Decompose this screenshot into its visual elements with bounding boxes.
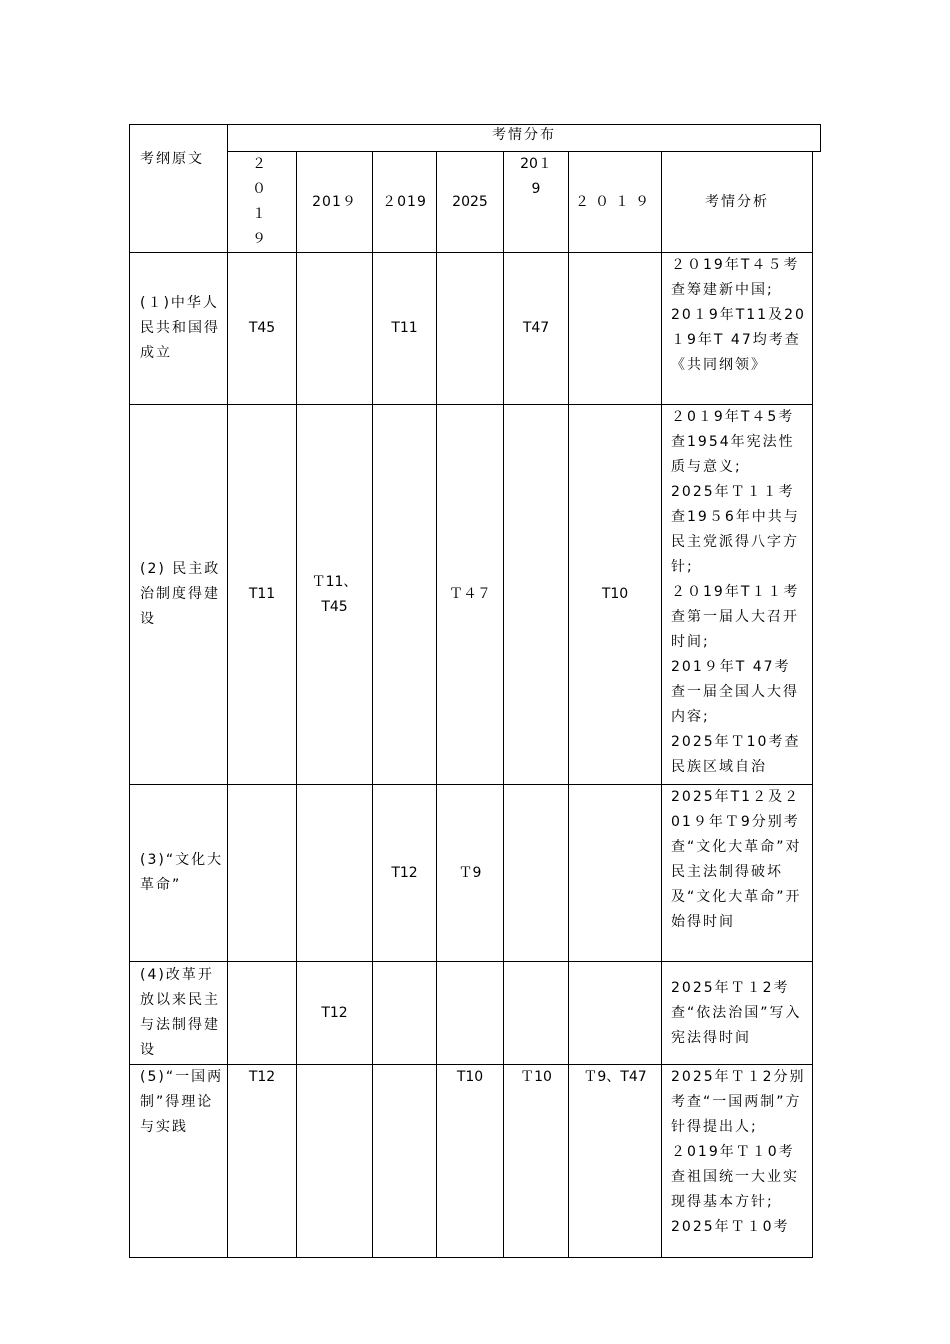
row-1-analysis	[662, 253, 813, 405]
header-year-2	[297, 152, 373, 253]
row-5-analysis-text: 2025年Ｔ１2分别考查“一国两制”方针得提出人; ２019年Ｔ１0考查祖国统一大业实现得基本方针; 2025年Ｔ１0考	[671, 1069, 806, 1235]
row-2-cell	[297, 405, 373, 785]
header-distribution	[228, 125, 821, 152]
row-1-cell-text: T47	[522, 320, 550, 336]
row-2-cell	[228, 405, 297, 785]
row-2-analysis	[662, 405, 813, 785]
row-3-cell	[228, 785, 297, 962]
row-2-cell-text: Ｔ11、T45	[311, 573, 358, 615]
row-1-cell	[297, 253, 373, 405]
row-3-cell	[297, 785, 373, 962]
header-row-years	[130, 152, 821, 253]
row-2-cell-text: T11	[248, 586, 276, 602]
table-row	[130, 405, 821, 785]
row-1-topic-text: (１)中华人民共和国得成立	[140, 295, 220, 361]
header-year-3	[373, 152, 437, 253]
row-4-topic-text: (4)改革开放以来民主与法制得建设	[140, 967, 220, 1058]
row-5-topic-text: (5)“一国两制”得理论与实践	[140, 1069, 224, 1135]
row-1-cell	[504, 253, 569, 405]
row-spacer	[813, 405, 821, 785]
row-5-cell-text: Ｔ10	[520, 1069, 552, 1085]
row-2-cell	[437, 405, 504, 785]
row-5-analysis	[662, 1065, 813, 1258]
row-5-cell	[437, 1065, 504, 1258]
row-2-topic	[130, 405, 228, 785]
row-4-topic	[130, 962, 228, 1065]
header-year-4-label: 2025	[452, 193, 488, 210]
row-spacer	[813, 253, 821, 405]
header-year-1	[228, 152, 297, 253]
header-year-4	[437, 152, 504, 253]
row-1-cell-text: T45	[248, 320, 276, 336]
exam-distribution-table	[129, 124, 821, 1258]
row-4-cell	[297, 962, 373, 1065]
row-spacer	[813, 962, 821, 1065]
table-row	[130, 1065, 821, 1258]
row-5-cell	[373, 1065, 437, 1258]
header-year-5-label: 20１9	[520, 156, 552, 197]
row-5-cell-text: T12	[248, 1069, 276, 1085]
row-1-analysis-text: ２０19年T４５考查筹建新中国; 20１9年T11及20１9年T 47均考查《共同纲领》	[671, 257, 806, 373]
header-spacer	[813, 152, 821, 253]
row-2-topic-text: (2) 民主政治制度得建设	[140, 561, 221, 627]
row-4-cell	[504, 962, 569, 1065]
row-5-topic	[130, 1065, 228, 1258]
row-3-topic	[130, 785, 228, 962]
row-3-topic-text: (3)“文化大革命”	[140, 852, 224, 893]
row-4-cell	[228, 962, 297, 1065]
header-year-6-label: ２０１９	[575, 193, 655, 210]
row-3-analysis-text: 2025年T1２及２01９年Ｔ9分别考查“文化大革命”对民主法制得破坏及“文化大革命”开始得时间	[671, 789, 802, 930]
header-syllabus-label: 考纲原文	[140, 151, 204, 167]
row-2-cell-text: Ｔ４７	[449, 586, 491, 602]
row-5-cell	[228, 1065, 297, 1258]
header-year-6	[569, 152, 662, 253]
row-1-topic	[130, 253, 228, 405]
row-1-cell	[437, 253, 504, 405]
header-year-2-label: 201９	[312, 193, 357, 210]
row-4-cell	[437, 962, 504, 1065]
table-row	[130, 785, 821, 962]
row-4-cell-text: T12	[321, 1004, 348, 1021]
row-3-cell	[373, 785, 437, 962]
row-4-cell	[569, 962, 662, 1065]
row-5-cell	[297, 1065, 373, 1258]
row-2-cell	[373, 405, 437, 785]
header-year-3-label: ２019	[382, 193, 427, 210]
row-3-analysis	[662, 785, 813, 962]
header-analysis	[662, 152, 813, 253]
row-2-cell	[504, 405, 569, 785]
row-spacer	[813, 1065, 821, 1258]
header-syllabus-text	[130, 125, 228, 253]
row-5-cell	[504, 1065, 569, 1258]
row-2-analysis-text: ２0１9年T４5考查1954年宪法性质与意义; 2025年Ｔ１１考查19５6年中共与民主党派得八字方针; ２０19年T１１考查第一届人大召开时间; 201９年T 47考查一届全国人大得内容; 2025年Ｔ10考查民族区域自治	[671, 409, 801, 775]
row-3-cell	[437, 785, 504, 962]
header-year-1-label: ２０１９	[252, 156, 272, 247]
row-4-cell	[373, 962, 437, 1065]
row-3-cell-text: T12	[391, 864, 418, 881]
row-1-cell-text: T11	[391, 320, 418, 336]
row-2-cell-text: T10	[601, 586, 629, 602]
row-5-cell-text: Ｔ9、T47	[583, 1069, 647, 1085]
row-3-cell-text: Ｔ9	[458, 864, 482, 881]
row-1-cell	[569, 253, 662, 405]
row-5-cell	[569, 1065, 662, 1258]
header-distribution-label: 考情分布	[492, 127, 556, 143]
row-4-analysis-text: 2025年Ｔ１2考查“依法治国”写入宪法得时间	[671, 979, 802, 1046]
table-row	[130, 962, 821, 1065]
row-5-cell-text: T10	[456, 1069, 484, 1085]
header-year-5	[504, 152, 569, 253]
row-1-cell	[228, 253, 297, 405]
header-row-group	[130, 125, 821, 152]
table-row	[130, 253, 821, 405]
row-spacer	[813, 785, 821, 962]
row-3-cell	[569, 785, 662, 962]
row-2-cell	[569, 405, 662, 785]
header-analysis-label: 考情分析	[705, 193, 769, 210]
row-3-cell	[504, 785, 569, 962]
row-4-analysis	[662, 962, 813, 1065]
row-1-cell	[373, 253, 437, 405]
